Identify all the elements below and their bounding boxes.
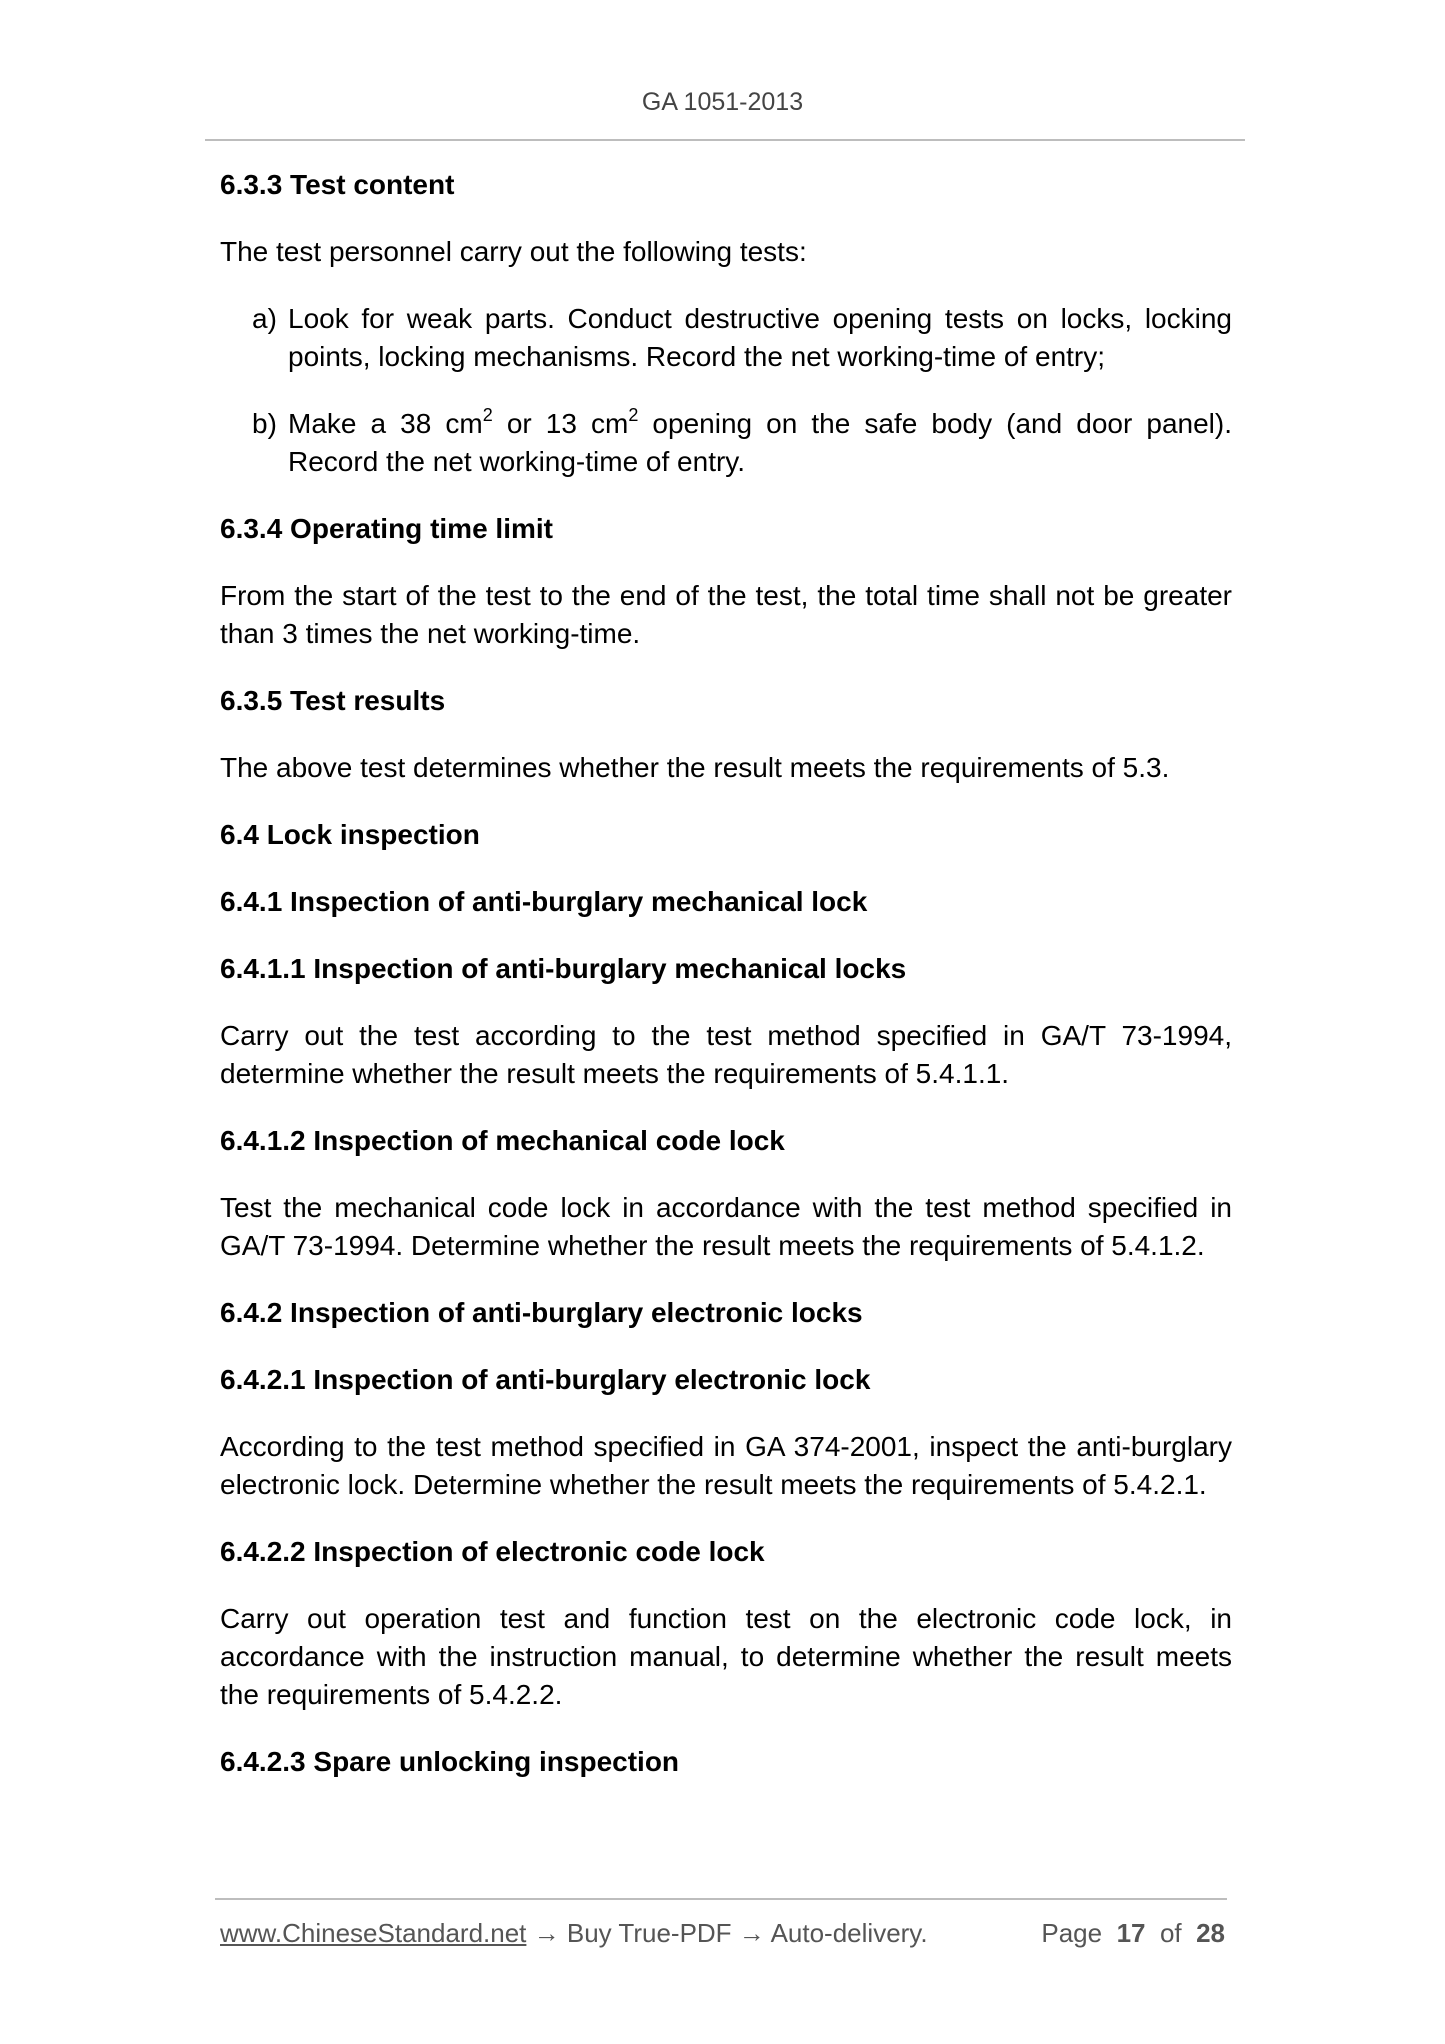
list-item-a (220, 300, 1232, 376)
heading-6-4-1-1: 6.4.1.1 Inspection of anti-burglary mechanical locks (220, 953, 907, 984)
paragraph-6-3-5: The above test determines whether the result meets the requirements of 5.3. (220, 752, 1170, 783)
paragraph-6-4-2-1: According to the test method specified in GA 374-2001, inspect the anti-burglary electronic lock. Determine whether the result meets the requirements of 5.4.2.1. (220, 1431, 1232, 1500)
heading-6-4-2-2: 6.4.2.2 Inspection of electronic code lock (220, 1536, 765, 1567)
page-label: Page (1041, 1918, 1103, 1948)
header-divider (205, 139, 1245, 141)
list-text-b-part3: opening on the safe body (and door panel). Record the net working-time of entry. (288, 408, 1233, 477)
heading-6-3-5: 6.3.5 Test results (220, 685, 446, 716)
paragraph-6-4-1-2: Test the mechanical code lock in accordance with the test method specified in GA/T 73-1994. Determine whether the result meets the requirements of 5.4.1.2. (220, 1192, 1232, 1261)
superscript-2: 2 (628, 404, 639, 425)
heading-6-4-2: 6.4.2 Inspection of anti-burglary electronic locks (220, 1297, 863, 1328)
list-text-b-part1: Make a 38 cm (288, 408, 483, 439)
website-link[interactable]: www.ChineseStandard.net (220, 1918, 527, 1948)
heading-6-3-3: 6.3.3 Test content (220, 169, 455, 200)
document-id-header: GA 1051-2013 (641, 88, 804, 116)
page-total: 28 (1196, 1918, 1225, 1948)
page-current: 17 (1116, 1918, 1146, 1948)
list-marker-b: b) (252, 408, 277, 439)
list-text-b-part2: or 13 cm (492, 408, 629, 439)
footer-left (220, 1918, 928, 1949)
paragraph-6-4-1-1: Carry out the test according to the test method specified in GA/T 73-1994, determine whether the result meets the requirements of 5.4.1.1. (220, 1020, 1232, 1089)
superscript-2: 2 (482, 404, 493, 425)
list-text-a: Look for weak parts. Conduct destructive opening tests on locks, locking points, locking mechanisms. Record the net working-time of entry; (288, 303, 1232, 372)
paragraph-6-4-2-2: Carry out operation test and function test on the electronic code lock, in accordance with the instruction manual, to determine whether the result meets the requirements of 5.4.2.2. (220, 1603, 1232, 1710)
heading-6-4-1-2: 6.4.1.2 Inspection of mechanical code lock (220, 1125, 785, 1156)
of-label: of (1159, 1918, 1182, 1948)
paragraph-6-3-3-intro: The test personnel carry out the following tests: (220, 236, 807, 267)
page-content (220, 166, 1232, 1810)
list-item-b (220, 405, 1232, 481)
footer-divider (215, 1898, 1227, 1900)
page-number (1041, 1918, 1225, 1949)
footer-tagline: → Buy True-PDF → Auto-delivery. (526, 1918, 928, 1948)
heading-6-4-2-1: 6.4.2.1 Inspection of anti-burglary electronic lock (220, 1364, 871, 1395)
heading-6-4: 6.4 Lock inspection (220, 819, 480, 850)
heading-6-3-4: 6.3.4 Operating time limit (220, 513, 553, 544)
heading-6-4-2-3: 6.4.2.3 Spare unlocking inspection (220, 1746, 680, 1777)
list-marker-a: a) (252, 303, 277, 334)
paragraph-6-3-4: From the start of the test to the end of the test, the total time shall not be greater than 3 times the net working-time. (220, 580, 1232, 649)
heading-6-4-1: 6.4.1 Inspection of anti-burglary mechanical lock (220, 886, 868, 917)
